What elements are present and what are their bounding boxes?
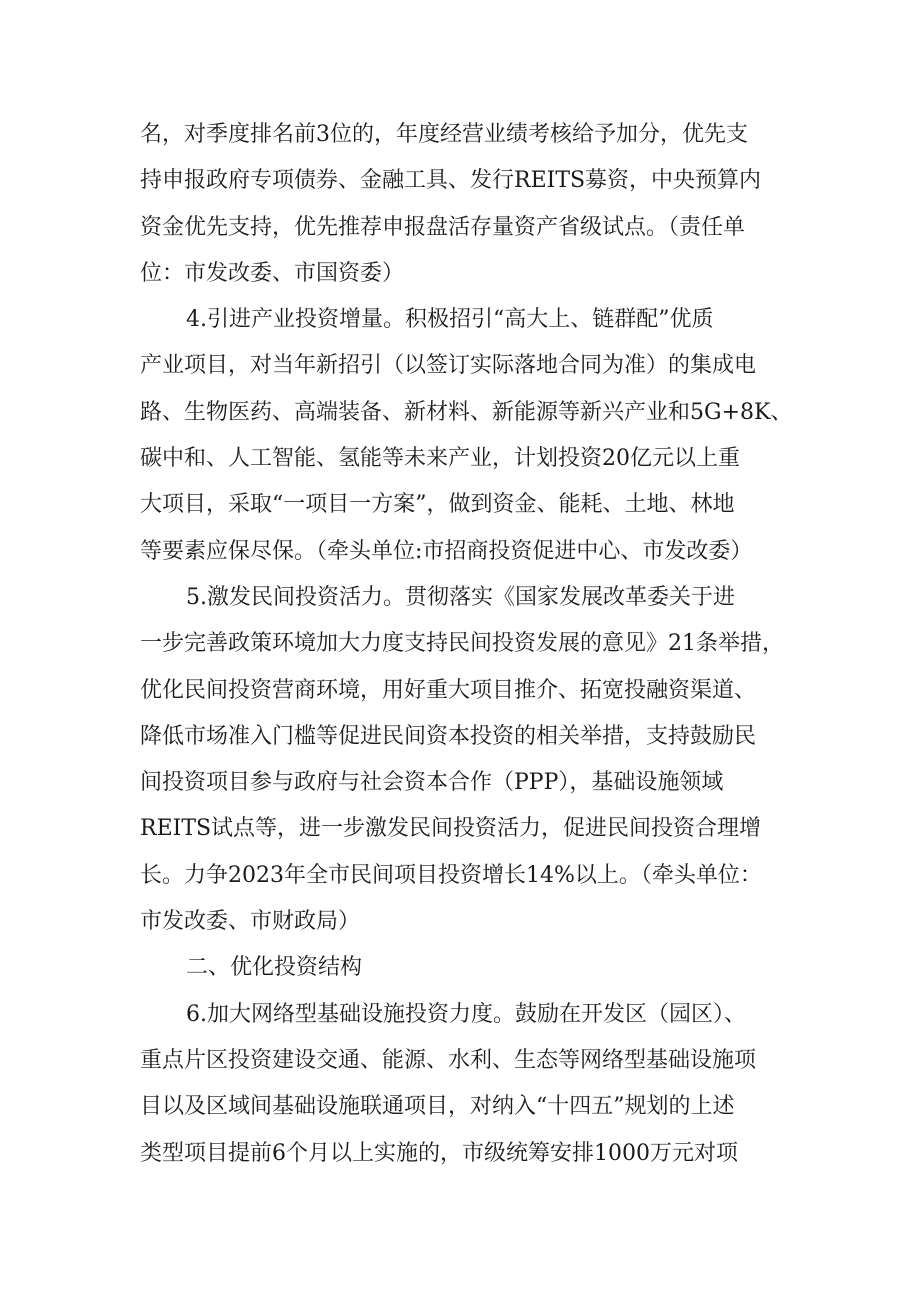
text-line-9: 大项目，采取“一项目一方案”，做到资金、能耗、土地、林地 bbox=[140, 492, 735, 518]
text-line-23: 类型项目提前6个月以上实施的，市级统筹安排1000万元对项 bbox=[140, 1140, 738, 1166]
text-line-12: 一步完善政策环境加大力度支持民间投资发展的意见》21条举措， bbox=[140, 631, 784, 657]
text-line-17: 长。力争2023年全市民间项目投资增长14%以上。（牵头单位： bbox=[140, 862, 762, 888]
text-line-15: 间投资项目参与政府与社会资本合作（PPP），基础设施领域 bbox=[140, 770, 724, 796]
text-line-8: 碳中和、人工智能、氢能等未来产业，计划投资20亿元以上重 bbox=[140, 446, 740, 472]
text-line-5: 4.引进产业投资增量。积极招引“高大上、链群配”优质 bbox=[186, 307, 714, 333]
text-line-13: 优化民间投资营商环境，用好重大项目推介、拓宽投融资渠道、 bbox=[140, 677, 757, 703]
text-line-7: 路、生物医药、高端装备、新材料、新能源等新兴产业和5G+8K、 bbox=[140, 399, 793, 425]
text-line-10: 等要素应保尽保。（牵头单位:市招商投资促进中心、市发改委） bbox=[140, 538, 753, 564]
text-line-6: 产业项目，对当年新招引（以签订实际落地合同为准）的集成电 bbox=[140, 353, 757, 379]
section-heading: 二、优化投资结构 bbox=[186, 955, 363, 981]
text-line-20: 6.加大网络型基础设施投资力度。鼓励在开发区（园区）、 bbox=[186, 1001, 746, 1027]
text-line-11: 5.激发民间投资活力。贯彻落实《国家发展改革委关于进 bbox=[186, 584, 735, 610]
text-line-2: 持申报政府专项债券、金融工具、发行REITS募资，中央预算内 bbox=[140, 168, 762, 194]
text-line-14: 降低市场准入门槛等促进民间资本投资的相关举措，支持鼓励民 bbox=[140, 723, 757, 749]
text-line-3: 资金优先支持，优先推荐申报盘活存量资产省级试点。（责任单 bbox=[140, 214, 746, 240]
text-line-18: 市发改委、市财政局） bbox=[140, 909, 361, 935]
text-line-22: 目以及区域间基础设施联通项目，对纳入“十四五”规划的上述 bbox=[140, 1094, 735, 1120]
text-line-4: 位：市发改委、市国资委） bbox=[140, 260, 405, 286]
text-line-21: 重点片区投资建设交通、能源、水利、生态等网络型基础设施项 bbox=[140, 1047, 757, 1073]
body-text bbox=[140, 112, 800, 1177]
text-line-1: 名，对季度排名前3位的，年度经营业绩考核给予加分，优先支 bbox=[140, 122, 748, 147]
text-line-16: REITS试点等，进一步激发民间投资活力，促进民间投资合理增 bbox=[140, 816, 762, 842]
